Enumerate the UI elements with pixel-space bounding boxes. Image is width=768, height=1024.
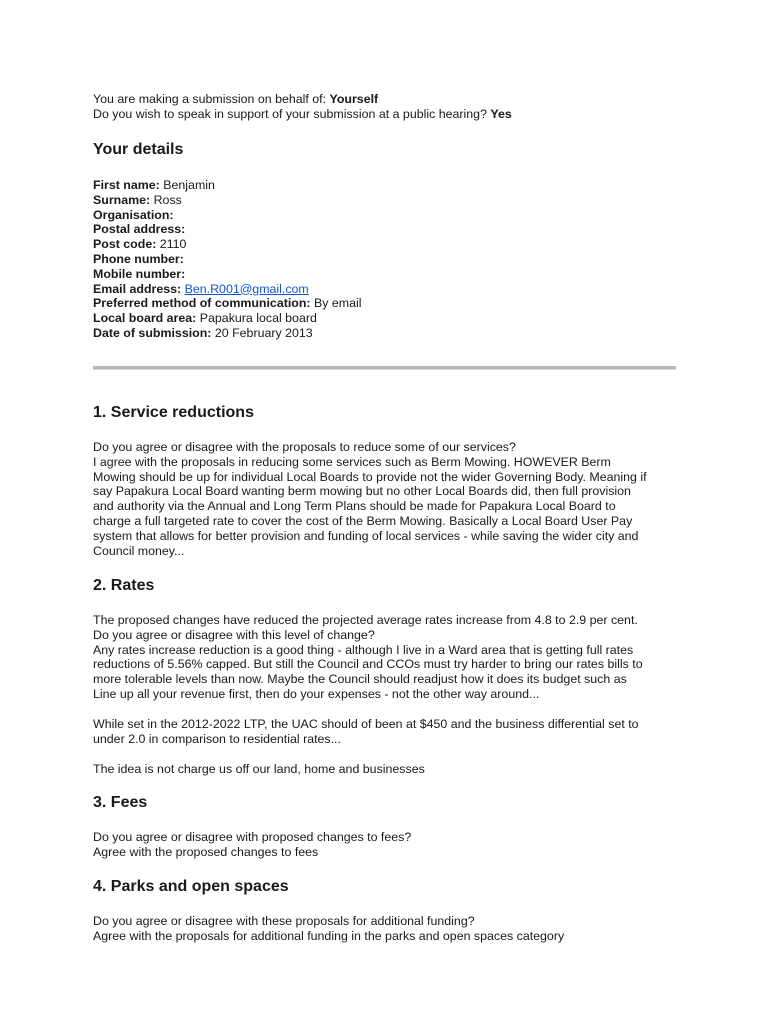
date-row: Date of submission: 20 February 2013 — [93, 325, 313, 340]
postcode-row: Post code: 2110 — [93, 237, 187, 252]
speak-line: Do you wish to speak in support of your submission at a public hearing? Yes — [93, 106, 512, 121]
board-row: Local board area: Papakura local board — [93, 311, 317, 326]
organisation-row: Organisation: — [93, 207, 174, 222]
divider — [93, 366, 676, 370]
rates-text: The proposed changes have reduced the projected average rates increase from 4.8 to 2.9 per cent. Do you agree or disagree with this level of change? Any rates increase reduction is a good thing - although I live in a Ward area that is getting full rates reductions of 5.56% capped. But still the Council and CCOs must try harder to bring our rates bills to more tolerable levels than now. Maybe the Council should readjust how it does its budget such as Line up all your revenue first, then do your expenses - not the other way around... — [93, 613, 643, 701]
postal-row: Postal address: — [93, 222, 186, 237]
behalf-value: Yourself — [329, 92, 379, 106]
speak-value: Yes — [490, 106, 512, 121]
details-list — [93, 178, 362, 341]
surname-row: Surname: Ross — [93, 192, 182, 207]
service-reductions-text: Do you agree or disagree with the proposals to reduce some of our services? I agree with the proposals in reducing some services such as Berm Mowing. HOWEVER Berm Mowing should be up for individual Local Boards to provide not the wider Governing Body. Meaning if say Papakura Local Board wanting berm mowing but no other Local Boards did, then full provision and authority via the Annual and Long Term Plans should be made for Papakura Local Board to charge a full targeted rate to cover the cost of the Berm Mowing. Basically a Local Board User Pay system that allows for better provision and funding of local services - while saving the wider city and Council money... — [93, 440, 647, 558]
phone-row: Phone number: — [93, 251, 184, 266]
fees-heading: 3. Fees — [93, 794, 148, 811]
rates-text-2: While set in the 2012-2022 LTP, the UAC should of been at $450 and the business differential set to under 2.0 in comparison to residential rates... — [93, 717, 639, 746]
fees-text: Do you agree or disagree with proposed changes to fees? Agree with the proposed changes to fees — [93, 830, 412, 859]
details-heading: Your details — [93, 141, 184, 158]
rates-heading: 2. Rates — [93, 577, 155, 594]
email-link[interactable]: Ben.R001@gmail.com — [184, 281, 309, 296]
intro-block — [93, 92, 683, 122]
service-reductions-heading: 1. Service reductions — [93, 404, 254, 421]
mobile-row: Mobile number: — [93, 266, 186, 281]
first-name-row: First name: Benjamin — [93, 178, 215, 192]
parks-text: Do you agree or disagree with these proposals for additional funding? Agree with the proposals for additional funding in the parks and open spaces category — [93, 914, 565, 943]
pref-row: Preferred method of communication: By email — [93, 296, 362, 311]
email-row: Email address: Ben.R001@gmail.com — [93, 281, 309, 296]
parks-heading: 4. Parks and open spaces — [93, 878, 289, 895]
behalf-line: You are making a submission on behalf of: Yourself — [93, 92, 379, 106]
rates-text-3: The idea is not charge us off our land, home and businesses — [93, 762, 425, 776]
